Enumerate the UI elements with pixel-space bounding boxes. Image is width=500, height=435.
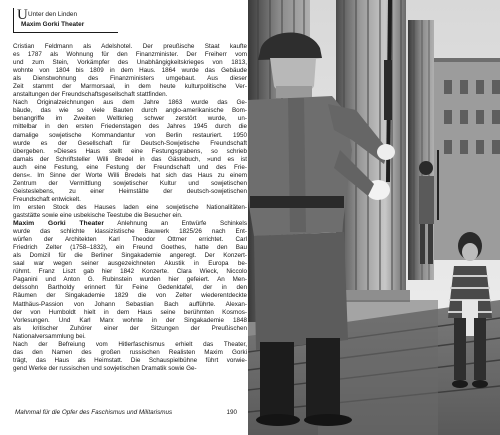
body-line: Paganini und Anton G. Rubinstein wurden hier gefeiert. An Men- xyxy=(13,276,247,284)
body-line: rühmt. Franz Liszt gab hier 1842 Konzerte. Clara Wieck, Niccolo xyxy=(13,268,247,276)
body-line: anstaltungen der Freundschaftsgesellschaft stattfinden. xyxy=(13,91,168,99)
body-line: als Dienstwohnung des Finanzministers umgebaut. Aus dieser xyxy=(13,75,247,83)
body-line: wurde das schlichte klassizistische Bauwerk 1825/26 nach Ent- xyxy=(13,228,247,236)
body-line-text: Anlehnung an Entwürfe Schinkels xyxy=(117,220,247,228)
body-line: es 1787 als Wohnung für den Finanzminister. Der Freiherr vom xyxy=(13,51,247,59)
body-line: Matthäus-Passion von Johann Sebastian Bach aufführte. Alexan- xyxy=(13,300,247,308)
body-line: Geisteslebens, zu einer Heimstätte der deutsch-sowjetischen xyxy=(13,187,247,195)
body-line xyxy=(13,220,247,228)
running-header xyxy=(13,8,118,33)
body-line: benangriffe im Zweiten Weltkrieg schwer zerstört wurde, un- xyxy=(13,115,247,123)
body-line: Nationalversammlung bei. xyxy=(13,332,86,340)
body-line: damals der Schriftsteller Willi Bredel in das Gästebuch, »und es ist xyxy=(13,155,247,163)
photo-caption xyxy=(15,409,245,417)
body-line: das den Namen des großen russischen Realisten Maxim Gorki xyxy=(13,348,247,356)
body-line: Zeit stammt der Marmorsaal, in dem heute kulturpolitische Ver- xyxy=(13,83,247,91)
body-line: Nach der Befreiung vom Hitlerfaschismus erhielt das Theater, xyxy=(13,340,247,348)
text-column xyxy=(5,0,248,435)
body-line: bäude, das wie so viele Bauten durch anglo-amerikanische Bom- xyxy=(13,107,247,115)
body-text xyxy=(13,43,247,373)
body-line: und zum Stein, Vorkämpfer des Unabhängigkeitskrieges von 1813, xyxy=(13,59,247,67)
body-line: der von Humboldt hielt in dem Haus seine berühmten Kosmos- xyxy=(13,308,247,316)
memorial-photo xyxy=(248,0,500,435)
body-line: würfen der Architekten Karl Theodor Ottmer errichtet. Carl xyxy=(13,236,247,244)
body-line: Cristian Feldmann als Adelshotel. Der preußische Staat kaufte xyxy=(13,43,247,50)
body-line: auch eine Festung, eine Festung der Freundschaft und des Frie- xyxy=(13,163,247,171)
body-line: damalige sowjetische Kommandantur von Berlin restauriert. 1950 xyxy=(13,131,247,139)
body-line: Friedrich Zelter (1758–1832), ein Freund Goethes, hatte den Bau xyxy=(13,244,247,252)
body-line: übergeben. »Dieses Haus stellt eine Festungsgrabens, so schrieb xyxy=(13,147,247,155)
body-line: mittelbar in den ersten Friedenstagen des Jahres 1945 durch die xyxy=(13,123,247,131)
body-line: saal war wegen seiner ausgezeichneten Akustik in Europa be- xyxy=(13,260,247,268)
body-line: Nach Originalzeichnungen aus dem Jahre 1863 wurde das Ge- xyxy=(13,99,247,107)
body-line: gaststätte sowie eine usbekische Teestube die Besucher ein. xyxy=(13,211,183,219)
section-heading-gorki: Maxim Gorki Theater xyxy=(13,220,104,228)
body-line: dens«. Im Sinne der Worte Willi Bredels hat sich das Haus zu einem xyxy=(13,171,247,179)
body-line: delssohn Bartholdy erinnert für Feine Gedenktafel, der in den xyxy=(13,284,247,292)
header-street: Unter den Linden xyxy=(28,11,78,18)
body-line: Im ersten Stock des Hauses laden eine sowjetische Nationalitäten- xyxy=(13,203,247,211)
body-line: als Domizil für die Berliner Singakademie angeregt. Der Konzert- xyxy=(13,252,247,260)
body-line: trägt, das Haus als Heimstatt. Die Schauspielbühne führt vorwie- xyxy=(13,356,247,364)
header-initial: U xyxy=(17,7,28,23)
body-line: wurde es der Gesellschaft für Deutsch-Sowjetische Freundschaft xyxy=(13,139,247,147)
body-line: Zentrum der Vermittlung sowjetischer Kultur und sowjetischen xyxy=(13,179,247,187)
body-line: wohnte von 1804 bis 1809 in dem Haus. 1864 wurde das Gebäude xyxy=(13,67,247,75)
body-line: Vorlesungen. Und Karl Marx wohnte in der Singakademie 1848 xyxy=(13,316,247,324)
body-line: Räumen der Singakademie 1829 die von Zelter wiederentdeckte xyxy=(13,292,247,300)
page-number: 190 xyxy=(226,409,237,416)
body-line: gend Werke der russischen und sowjetischen Dramatik sowie Ge- xyxy=(13,364,197,372)
header-theater: Maxim Gorki Theater xyxy=(21,21,85,28)
caption-text: Mahnmal für die Opfer des Faschismus und Militarismus xyxy=(15,409,173,416)
body-line: als kritischer Zuhörer einer der Sitzungen der Preußischen xyxy=(13,324,247,332)
body-line: Freundschaft entwickelt. xyxy=(13,195,81,203)
